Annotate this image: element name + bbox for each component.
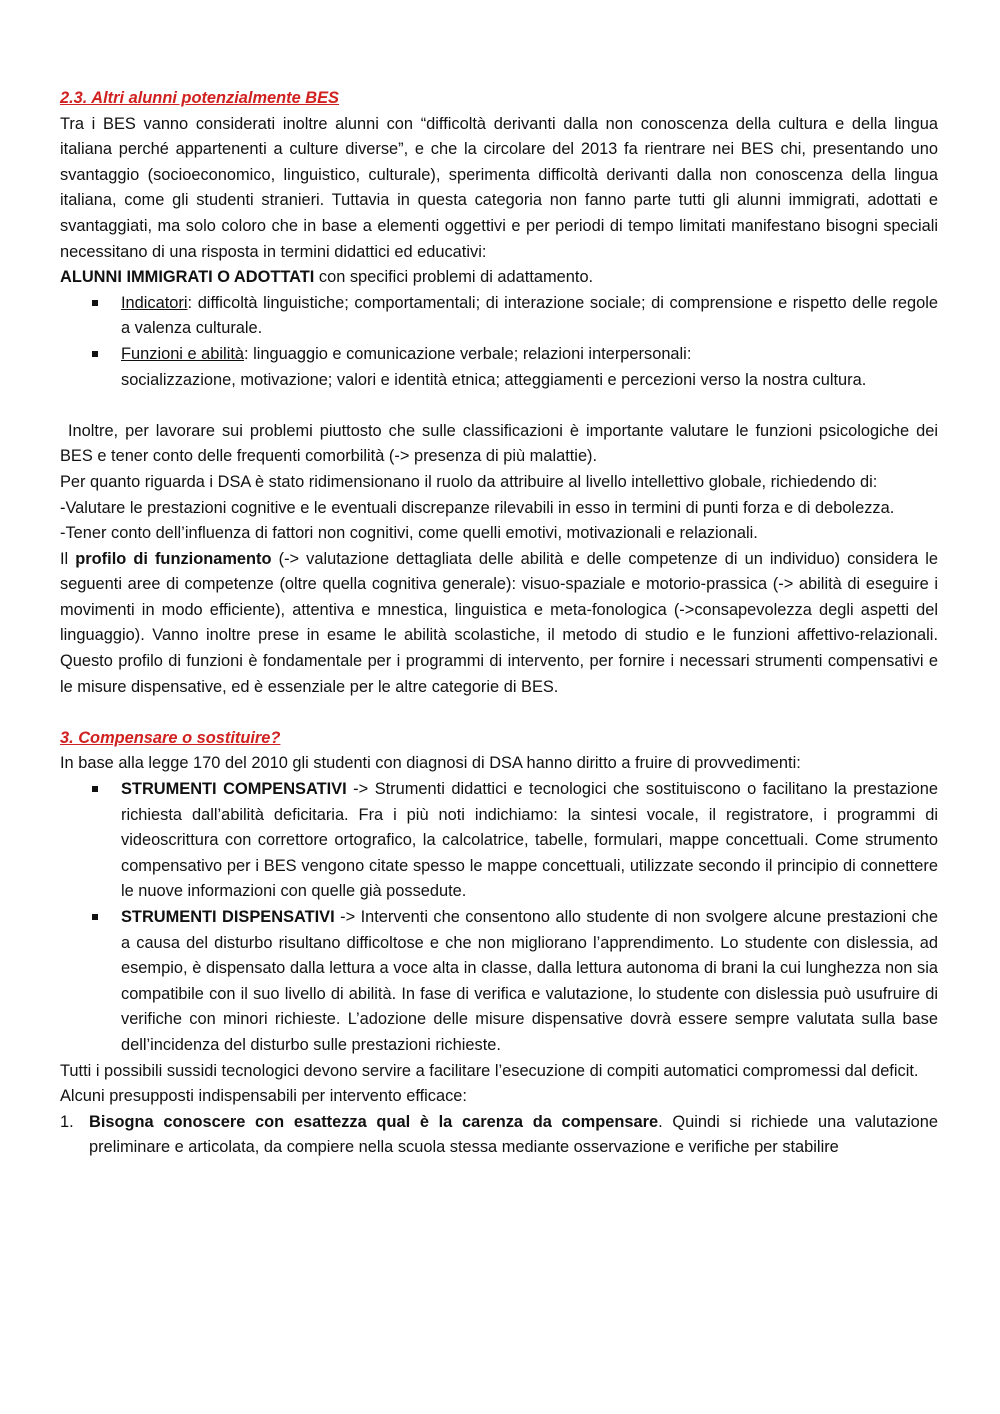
- profilo-pre: Il: [60, 549, 76, 568]
- profilo-paragraph: [60, 547, 938, 701]
- bullet-text: -> Strumenti didattici e tecnologici che sostituiscono o facilitano la prestazione richiesta dall’abilità deficitaria. Fra i più noti indichiamo: la sintesi vocale, il registratore, i programmi di videoscrittura con correttore ortografico, la calcolatrice, tabelle, formulari, mappe concettuali. Come strumento compensativo per i BES vengono citate spesso le mappe concettuali, utilizzate secondo il principio di connettere le nuove informazioni con quelle già possedute.: [121, 780, 938, 901]
- bullet-text: : linguaggio e comunicazione verbale; relazioni interpersonali:: [244, 344, 692, 363]
- group-title-line: [60, 265, 938, 291]
- presupposti-paragraph: Alcuni presupposti indispensabili per intervento efficace:: [60, 1087, 467, 1106]
- list-item: [60, 905, 938, 1059]
- bullet-label: STRUMENTI DISPENSATIVI: [121, 908, 335, 926]
- section-title: 3. Compensare o sostituire?: [60, 728, 281, 747]
- spacer: [60, 700, 938, 726]
- profilo-rest: (-> valutazione dettagliata delle abilità e delle competenze di un individuo) considera le seguenti aree di competenze (oltre quella cognitiva generale): visuo-spaziale e motorio-prassica (-> abilità di eseguire i movimenti in modo efficiente), attentiva e mnestica, linguistica e meta-fonologica (->consapevolezza degli aspetti del linguaggio). Vanno inoltre prese in esame le abilità scolastiche, il metodo di studio e le funzioni affettivo-relazionali. Questo profilo di funzioni è fondamentale per i programmi di intervento, per fornire i necessari strumenti compensativi e le misure dispensative, ed è essenziale per le altre categorie di BES.: [60, 549, 939, 696]
- bullet-label: STRUMENTI COMPENSATIVI: [121, 780, 347, 799]
- intro-paragraph: Tra i BES vanno considerati inoltre alunni con “difficoltà derivanti dalla non conoscenza della cultura e della lingua italiana perché appartenenti a culture diverse”, e che la circolare del 2013 fa rientrare nei BES chi, presentando uno svantaggio (socioeconomico, linguistico, culturale), sperimenta difficoltà derivanti dalla non conoscenza della lingua italiana, come gli studenti stranieri. Tuttavia in questa categoria non fanno parte tutti gli alunni immigrati, adottati e svantaggiati, ma solo coloro che in base a elementi oggettivi e per periodi di tempo limitati manifestano bisogni speciali necessitano di una risposta in termini didattici ed educativi:: [60, 114, 938, 261]
- sussidi-paragraph: Tutti i possibili sussidi tecnologici devono servire a facilitare l’esecuzione di compiti automatici compromessi dal deficit.: [60, 1061, 919, 1080]
- list-item: [60, 291, 938, 342]
- document-page: [60, 86, 938, 1161]
- dsa-paragraph: Per quanto riguarda i DSA è stato ridimensionano il ruolo da attribuire al livello intellettivo globale, richiedendo di:: [60, 472, 878, 491]
- section-heading-3: [60, 726, 938, 752]
- inoltre-paragraph: Inoltre, per lavorare sui problemi piuttosto che sulle classificazioni è importante valutare le funzioni psicologiche dei BES e tener conto delle frequenti comorbilità (-> presenza di più malattie).: [60, 421, 938, 466]
- section-heading-2-3: [60, 86, 938, 112]
- group-title-rest: con specifici problemi di adattamento.: [314, 268, 594, 287]
- bullet-text: -> Interventi che consentono allo studente di non svolgere alcune prestazioni che a causa del disturbo risultano difficoltose e che non migliorano l’apprendimento. Lo studente con dislessia, ad esempio, è dispensato dalla lettura a voce alta in classe, dalla lettura autonoma di brani la cui lunghezza non sia compatibile con il suo livello di abilità. In fase di verifica e valutazione, lo studente con dislessia può usufruire di verifiche con minori richieste. L’adozione delle misure dispensative dovrà essere sempre valutata sulla base dell’incidenza del disturbo sulle prestazioni richieste.: [121, 908, 938, 1054]
- bullet-label: Funzioni e abilità: [121, 344, 245, 363]
- list-item: [60, 777, 938, 905]
- dash-item-1: -Valutare le prestazioni cognitive e le eventuali discrepanze rilevabili in esso in termini di punti forza e di debolezza.: [60, 498, 895, 517]
- dash-item-2: -Tener conto dell’influenza di fattori non cognitivi, come quelli emotivi, motivazionali e relazionali.: [60, 524, 758, 543]
- legge-paragraph: In base alla legge 170 del 2010 gli studenti con diagnosi di DSA hanno diritto a fruire di provvedimenti:: [60, 754, 801, 773]
- item-number: 1.: [60, 1112, 74, 1131]
- square-bullet-icon: [92, 351, 98, 357]
- indicators-list: [60, 291, 938, 393]
- strumenti-list: [60, 777, 938, 1059]
- square-bullet-icon: [92, 914, 98, 920]
- square-bullet-icon: [92, 300, 98, 306]
- list-item: [60, 342, 938, 393]
- item-text: . Quindi si richiede una valutazione preliminare e articolata, da compiere nella scuola stessa mediante osservazione e verifiche per stabilire: [89, 1112, 938, 1157]
- spacer: [60, 393, 938, 419]
- section-title: 2.3. Altri alunni potenzialmente BES: [60, 89, 339, 107]
- square-bullet-icon: [92, 786, 98, 792]
- numbered-item: [60, 1110, 938, 1161]
- group-title: ALUNNI IMMIGRATI O ADOTTATI: [60, 268, 315, 287]
- bullet-text: : difficoltà linguistiche; comportamentali; di interazione sociale; di comprensione e rispetto delle regole a valenza culturale.: [121, 293, 938, 338]
- bullet-continuation: socializzazione, motivazione; valori e identità etnica; atteggiamenti e percezioni verso la nostra cultura.: [121, 370, 867, 389]
- bullet-label: Indicatori: [121, 293, 188, 312]
- profilo-bold: profilo di funzionamento: [75, 549, 272, 568]
- item-bold: Bisogna conoscere con esattezza qual è la carenza da compensare: [89, 1112, 659, 1131]
